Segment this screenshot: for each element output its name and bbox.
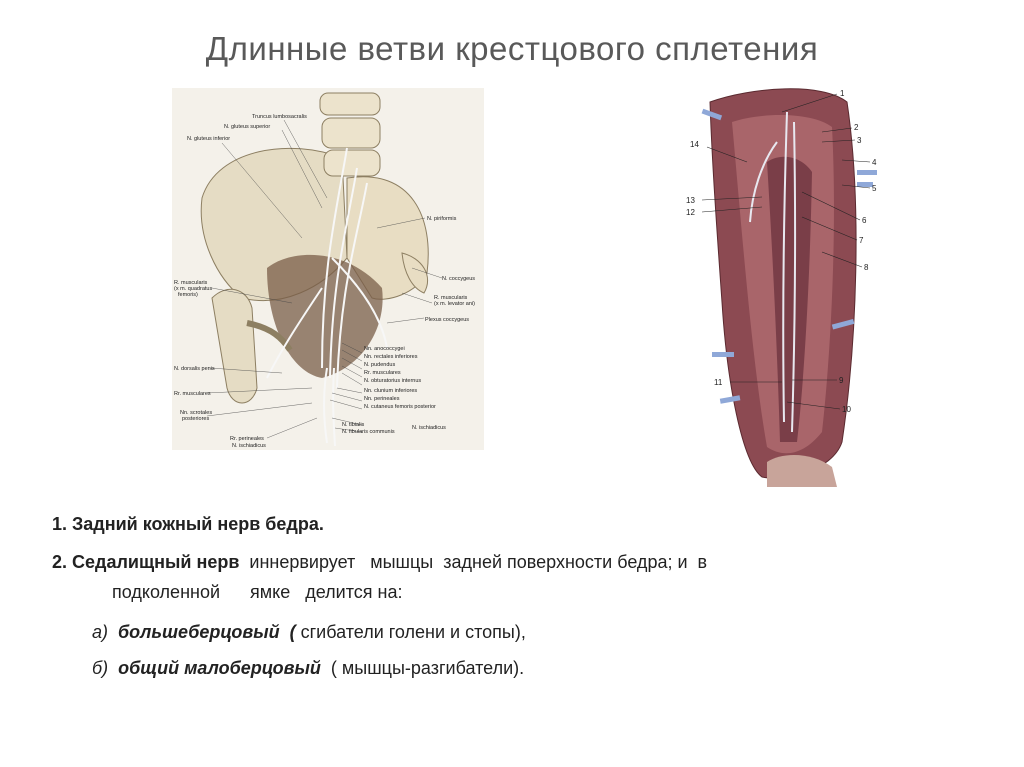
sub-item-a-text: сгибатели голени и стопы), xyxy=(295,622,526,642)
thigh-number-6: 6 xyxy=(862,216,867,225)
thigh-number-14: 14 xyxy=(690,140,699,149)
sub-item-a-mark: а) xyxy=(92,622,119,642)
thigh-number-9: 9 xyxy=(839,376,844,385)
label-tibialis: N. tibialis xyxy=(342,422,365,428)
sub-item-a xyxy=(92,622,526,643)
label-r-muscularis-1: R. muscularis xyxy=(174,280,208,286)
thigh-number-1: 1 xyxy=(840,89,845,98)
label-rr-musculares-left: Rr. musculares xyxy=(174,391,211,397)
item-1: 1. Задний кожный нерв бедра. xyxy=(52,514,324,534)
thigh-number-5: 5 xyxy=(872,184,877,193)
label-truncus: Truncus lumbosacralis xyxy=(252,114,307,120)
label-scrotales-1: Nn. scrotales xyxy=(180,410,213,416)
sub-item-b-text: ( мышцы-разгибатели). xyxy=(320,658,525,678)
sub-item-b xyxy=(92,658,524,679)
label-coccygeus: N. coccygeus xyxy=(442,276,476,282)
thigh-number-3: 3 xyxy=(857,136,862,145)
item-2-text: иннервирует мышцы задней поверхности бедра; и в xyxy=(239,552,708,572)
item-2-term: Седалищный нерв xyxy=(72,552,240,572)
label-r-muscularis-2: (x m. quadratus xyxy=(174,286,213,292)
label-anococcygei: Nn. anococcygei xyxy=(364,346,405,352)
slide-title: Длинные ветви крестцового сплетения xyxy=(205,30,819,67)
thigh-number-4: 4 xyxy=(872,158,877,167)
thigh-number-13: 13 xyxy=(686,196,695,205)
thigh-number-2: 2 xyxy=(854,123,859,132)
label-gluteus-superior: N. gluteus superior xyxy=(224,124,271,130)
label-dorsalis-penis: N. dorsalis penis xyxy=(174,366,215,372)
label-ischiadicus-brace: N. ischiadicus xyxy=(412,425,446,431)
label-cutaneus-femoris: N. cutaneus femoris posterior xyxy=(364,404,436,410)
item-2 xyxy=(52,552,707,573)
sub-item-b-term: общий малоберцовый xyxy=(118,658,321,678)
label-r-muscularis-levator-1: R. muscularis xyxy=(434,295,468,301)
label-r-muscularis-3: femoris) xyxy=(178,292,198,298)
sub-item-a-term: большеберцовый ( xyxy=(118,622,296,642)
thigh-number-7: 7 xyxy=(859,236,864,245)
label-rr-perineales: Rr. perineales xyxy=(230,436,264,442)
label-rr-musculares: Rr. musculares xyxy=(364,370,401,376)
item-2-continuation: подколенной ямке делится на: xyxy=(112,582,403,602)
label-perineales: Nn. perineales xyxy=(364,396,400,402)
label-scrotales-2: posteriores xyxy=(182,416,210,422)
label-pudendus: N. pudendus xyxy=(364,362,396,368)
label-obturatorius: N. obturatorius internus xyxy=(364,378,422,384)
item-2-number: 2. xyxy=(52,552,73,572)
label-gluteus-inferior: N. gluteus inferior xyxy=(187,136,231,142)
label-fibularis: N. fibularis communis xyxy=(342,429,395,435)
pelvis-nerves-illustration xyxy=(172,88,484,450)
label-plexus-coccygeus: Plexus coccygeus xyxy=(425,317,470,323)
thigh-dissection-illustration xyxy=(672,82,902,487)
thigh-number-8: 8 xyxy=(864,263,869,272)
label-n-ischiadicus: N. ischiadicus xyxy=(232,443,266,449)
thigh-number-12: 12 xyxy=(686,208,695,217)
label-r-muscularis-levator-2: (x m. levator ani) xyxy=(434,301,475,307)
thigh-number-11: 11 xyxy=(714,378,723,387)
label-clunium: Nn. clunium inferiores xyxy=(364,388,418,394)
label-piriformis: N. piriformis xyxy=(427,216,457,222)
thigh-number-10: 10 xyxy=(842,405,851,414)
sub-item-b-mark: б) xyxy=(92,658,119,678)
label-rectales: Nn. rectales inferiores xyxy=(364,354,418,360)
